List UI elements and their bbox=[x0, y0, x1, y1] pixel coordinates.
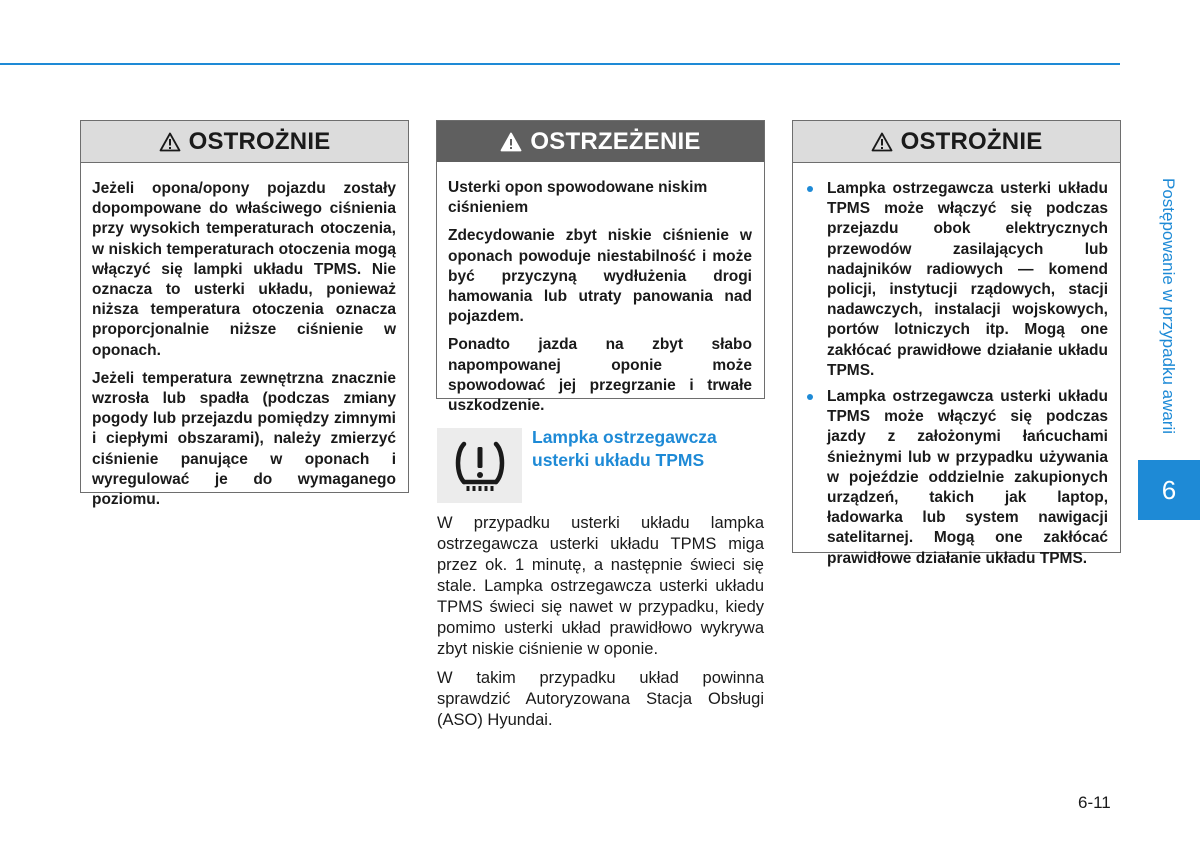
caution-body bbox=[81, 163, 408, 522]
warning-box bbox=[436, 120, 765, 415]
warning-paragraph: Zdecydowanie zbyt niskie ciśnienie w oponach powoduje niestabilność i może być przyczyną wydłużenia drogi hamowania lub utraty panowania nad pojazdem. bbox=[448, 227, 752, 326]
caution-title: OSTROŻNIE bbox=[900, 127, 1043, 155]
caution-body bbox=[793, 163, 1120, 587]
indicator-description bbox=[437, 513, 764, 739]
warning-body bbox=[437, 162, 764, 428]
warning-subtitle: Usterki opon spowodowane niskim ciśnieniem bbox=[448, 179, 708, 217]
bullet-item: Lampka ostrzegawcza usterki układu TPMS może włączyć się podczas jazdy z założonymi łańcuchami śnieżnymi lub w przypadku używania w pojeździe oddzielnie zakupionych urządzeń, takich jak laptop, ładowarka lub system nawigacji satelitarnej. Mogą one zakłócać prawidłowe działanie układu TPMS. bbox=[804, 387, 1108, 569]
caution-bullet-list bbox=[804, 179, 1108, 569]
warning-triangle-icon bbox=[159, 132, 181, 152]
warning-header bbox=[437, 121, 764, 162]
caution-box-left bbox=[80, 120, 409, 509]
bullet-item: Lampka ostrzegawcza usterki układu TPMS może włączyć się podczas przejazdu obok elektrycznych przewodów zasilających lub nadajników radiowych — komend policji, instytucji rządowych, stacji nadawczych, instalacji wojskowych, portów lotniczych itp. Mogą one zakłócać prawidłowe działanie układu TPMS. bbox=[804, 179, 1108, 381]
indicator-paragraph: W takim przypadku układ powinna sprawdzić Autoryzowana Stacja Obsługi (ASO) Hyundai. bbox=[437, 669, 764, 729]
caution-title: OSTROŻNIE bbox=[188, 127, 331, 155]
chapter-tab: 6 bbox=[1138, 460, 1200, 520]
caution-header bbox=[793, 121, 1120, 163]
top-rule bbox=[0, 63, 1120, 65]
caution-paragraph: Jeżeli temperatura zewnętrzna znacznie wzrosła lub spadła (podczas zmiany pogody lub przejazdu pomiędzy zimnymi i ciepłymi obszarami), należy zmierzyć ciśnienie panujące w oponach i wyregulować je do wymaganego poziomu. bbox=[92, 369, 396, 509]
warning-triangle-icon bbox=[871, 132, 893, 152]
warning-title: OSTRZEŻENIE bbox=[530, 127, 701, 155]
caution-box-right bbox=[792, 120, 1121, 567]
tpms-warning-icon bbox=[450, 438, 510, 494]
section-title-vertical: Postępowanie w przypadku awarii bbox=[1159, 178, 1178, 435]
warning-paragraph: Ponadto jazda na zbyt słabo napompowanej oponie może spowodować jej przegrzanie i trwałe uszkodzenie. bbox=[448, 336, 752, 415]
indicator-title: Lampka ostrzegawcza usterki układu TPMS bbox=[532, 427, 717, 470]
warning-triangle-icon bbox=[500, 132, 522, 152]
tpms-icon-box bbox=[437, 428, 522, 503]
indicator-paragraph: W przypadku usterki układu lampka ostrzegawcza usterki układu TPMS miga przez ok. 1 minutę, a następnie świeci się stale. Lampka ostrzegawcza usterki układu TPMS świeci się nawet w przypadku, kiedy pomimo usterki układ prawidłowo wykrywa zbyt niskie ciśnienie w oponie. bbox=[437, 514, 764, 658]
caution-paragraph: Jeżeli opona/opony pojazdu zostały dopompowane do właściwego ciśnienia przy wysokich temperaturach otoczenia, w niskich temperaturach otoczenia mogą włączyć się lampki układu TPMS. Nie oznacza to usterki układu, ponieważ niższa temperatura otoczenia oznacza proporcjonalnie niższe ciśnienie w oponach. bbox=[92, 180, 396, 359]
caution-header bbox=[81, 121, 408, 163]
page-number: 6-11 bbox=[1078, 793, 1111, 812]
